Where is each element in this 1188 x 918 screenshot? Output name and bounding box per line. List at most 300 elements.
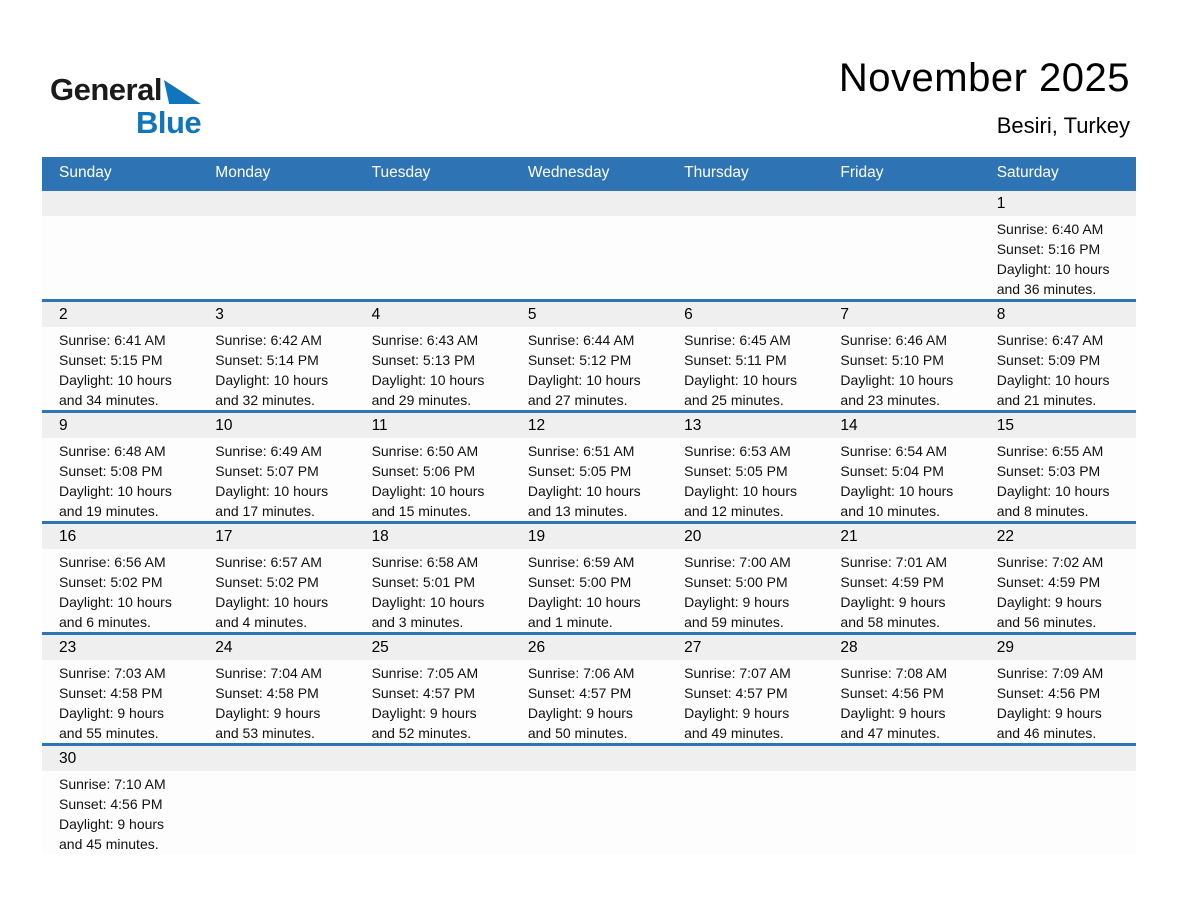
day-cell <box>511 413 667 521</box>
daylight-minutes-text: and 29 minutes. <box>371 392 472 408</box>
daylight-minutes-text: and 3 minutes. <box>371 614 464 630</box>
day-number: 22 <box>996 527 1014 545</box>
day-number: 6 <box>684 305 693 323</box>
day-number-band <box>823 635 979 660</box>
day-details <box>355 327 511 410</box>
day-cell <box>823 524 979 632</box>
daylight-minutes-text: and 23 minutes. <box>840 392 941 408</box>
day-number: 28 <box>840 638 858 656</box>
day-number: 25 <box>371 638 389 656</box>
day-number: 10 <box>215 416 233 434</box>
sunset-text: Sunset: 4:59 PM <box>996 574 1101 590</box>
daylight-hours-text: Daylight: 9 hours <box>371 705 477 721</box>
sunrise-text: Sunrise: 7:00 AM <box>684 554 791 570</box>
sunrise-text: Sunrise: 6:56 AM <box>59 554 166 570</box>
sunset-text: Sunset: 5:08 PM <box>59 463 163 479</box>
day-number-band <box>42 302 198 327</box>
day-cell <box>42 302 198 410</box>
sunrise-text: Sunrise: 6:43 AM <box>371 332 479 348</box>
daylight-minutes-text: and 53 minutes. <box>215 725 315 741</box>
logo-top-row <box>50 74 201 105</box>
calendar-table <box>42 157 1136 854</box>
day-number-band <box>355 302 511 327</box>
daylight-hours-text: Daylight: 10 hours <box>59 594 172 610</box>
day-cell <box>980 746 1136 854</box>
day-cell <box>42 191 198 299</box>
day-cell <box>198 191 354 299</box>
day-cell <box>980 635 1136 743</box>
day-details <box>198 771 354 774</box>
sunset-text: Sunset: 5:14 PM <box>215 352 319 368</box>
sunset-text: Sunset: 5:05 PM <box>684 463 788 479</box>
day-details <box>667 660 823 743</box>
day-details <box>667 549 823 632</box>
day-cell <box>980 302 1136 410</box>
logo-text-general: General <box>50 72 162 107</box>
day-cell <box>198 302 354 410</box>
day-details <box>42 660 198 743</box>
sunset-text: Sunset: 5:10 PM <box>840 352 944 368</box>
day-number: 16 <box>59 527 77 545</box>
day-cell <box>823 191 979 299</box>
day-number-band <box>42 413 198 438</box>
day-details <box>980 327 1136 410</box>
daylight-hours-text: Daylight: 9 hours <box>684 594 790 610</box>
daylight-hours-text: Daylight: 10 hours <box>840 483 954 499</box>
day-details <box>667 216 823 219</box>
day-details <box>355 771 511 774</box>
sunset-text: Sunset: 4:57 PM <box>371 685 476 701</box>
day-details <box>355 660 511 743</box>
day-number: 20 <box>684 527 702 545</box>
sunrise-text: Sunrise: 6:46 AM <box>840 332 948 348</box>
day-details <box>823 327 979 410</box>
sunset-text: Sunset: 4:57 PM <box>684 685 788 701</box>
day-cell <box>667 746 823 854</box>
daylight-minutes-text: and 15 minutes. <box>371 503 472 519</box>
day-number-band <box>355 191 511 216</box>
day-number: 27 <box>684 638 702 656</box>
day-number-band <box>667 635 823 660</box>
day-cell <box>667 191 823 299</box>
day-cell <box>511 635 667 743</box>
day-cell <box>198 635 354 743</box>
sunrise-text: Sunrise: 7:01 AM <box>840 554 948 570</box>
day-number: 26 <box>527 638 546 656</box>
day-number: 17 <box>215 527 233 545</box>
day-number: 9 <box>59 416 68 434</box>
sunrise-text: Sunrise: 6:51 AM <box>527 443 635 459</box>
daylight-hours-text: Daylight: 10 hours <box>371 372 485 388</box>
day-details <box>823 549 979 632</box>
sunset-text: Sunset: 5:13 PM <box>371 352 476 368</box>
day-number-band <box>667 302 823 327</box>
day-number: 24 <box>215 638 233 656</box>
sunset-text: Sunset: 5:07 PM <box>215 463 319 479</box>
day-number-band <box>198 413 354 438</box>
week-row <box>42 410 1136 521</box>
day-details <box>667 771 823 774</box>
day-cell <box>355 635 511 743</box>
daylight-minutes-text: and 4 minutes. <box>215 614 308 630</box>
daylight-minutes-text: and 1 minute. <box>527 614 613 630</box>
sunset-text: Sunset: 5:00 PM <box>527 574 632 590</box>
daylight-hours-text: Daylight: 10 hours <box>527 594 641 610</box>
sunrise-text: Sunrise: 6:41 AM <box>59 332 166 348</box>
daylight-hours-text: Daylight: 10 hours <box>684 483 797 499</box>
day-cell <box>980 191 1136 299</box>
day-number: 12 <box>527 416 546 434</box>
day-number: 23 <box>59 638 77 656</box>
day-number: 2 <box>59 305 68 323</box>
day-number-band <box>667 413 823 438</box>
day-number-band <box>511 746 667 771</box>
day-cell <box>355 302 511 410</box>
day-number-band <box>511 191 667 216</box>
day-details <box>198 327 354 410</box>
sunrise-text: Sunrise: 7:03 AM <box>59 665 166 681</box>
day-cell <box>511 746 667 854</box>
daylight-minutes-text: and 47 minutes. <box>840 725 941 741</box>
day-number: 13 <box>684 416 702 434</box>
week-row <box>42 743 1136 854</box>
sunrise-text: Sunrise: 6:47 AM <box>996 332 1104 348</box>
daylight-minutes-text: and 12 minutes. <box>684 503 784 519</box>
month-title: November 2025 <box>838 56 1130 100</box>
day-details <box>355 549 511 632</box>
day-details <box>980 549 1136 632</box>
day-number-band <box>355 413 511 438</box>
location-subtitle: Besiri, Turkey <box>996 113 1130 138</box>
day-number-band <box>198 191 354 216</box>
weekday-header-monday: Monday <box>215 163 271 181</box>
day-details <box>667 327 823 410</box>
day-cell <box>667 524 823 632</box>
daylight-hours-text: Daylight: 9 hours <box>996 594 1102 610</box>
day-details <box>355 216 511 219</box>
day-number-band <box>198 302 354 327</box>
daylight-hours-text: Daylight: 10 hours <box>59 372 172 388</box>
week-row <box>42 632 1136 743</box>
daylight-minutes-text: and 17 minutes. <box>215 503 315 519</box>
day-cell <box>42 635 198 743</box>
day-details <box>823 660 979 743</box>
day-details <box>511 549 667 632</box>
sunset-text: Sunset: 4:57 PM <box>527 685 632 701</box>
daylight-minutes-text: and 6 minutes. <box>59 614 151 630</box>
daylight-hours-text: Daylight: 10 hours <box>59 483 172 499</box>
daylight-hours-text: Daylight: 9 hours <box>527 705 633 721</box>
daylight-hours-text: Daylight: 10 hours <box>996 372 1110 388</box>
sunrise-text: Sunrise: 7:06 AM <box>527 665 635 681</box>
day-details <box>42 771 198 854</box>
sunrise-text: Sunrise: 6:44 AM <box>527 332 635 348</box>
daylight-minutes-text: and 8 minutes. <box>996 503 1089 519</box>
sunrise-text: Sunrise: 7:09 AM <box>996 665 1104 681</box>
day-details <box>511 438 667 521</box>
day-details <box>980 660 1136 743</box>
daylight-minutes-text: and 25 minutes. <box>684 392 784 408</box>
day-number-band <box>355 635 511 660</box>
day-details <box>511 327 667 410</box>
logo-text-blue: Blue <box>136 105 202 140</box>
sunset-text: Sunset: 5:02 PM <box>215 574 319 590</box>
sunrise-text: Sunrise: 7:08 AM <box>840 665 948 681</box>
sunset-text: Sunset: 5:16 PM <box>996 241 1101 257</box>
day-cell <box>823 635 979 743</box>
day-cell <box>823 413 979 521</box>
daylight-minutes-text: and 32 minutes. <box>215 392 315 408</box>
day-number-band <box>355 746 511 771</box>
weeks-grid <box>42 188 1136 854</box>
daylight-minutes-text: and 10 minutes. <box>840 503 941 519</box>
day-number: 5 <box>527 305 537 323</box>
day-number-band <box>42 524 198 549</box>
day-number: 19 <box>527 527 546 545</box>
day-number: 7 <box>840 305 850 323</box>
sunset-text: Sunset: 5:02 PM <box>59 574 163 590</box>
day-details <box>198 216 354 219</box>
daylight-hours-text: Daylight: 9 hours <box>59 816 165 832</box>
day-details <box>511 216 667 219</box>
daylight-hours-text: Daylight: 10 hours <box>527 372 641 388</box>
week-row <box>42 299 1136 410</box>
day-cell <box>42 413 198 521</box>
daylight-hours-text: Daylight: 10 hours <box>996 483 1110 499</box>
day-cell <box>355 524 511 632</box>
day-number-band <box>42 191 198 216</box>
day-number-band <box>823 746 979 771</box>
day-cell <box>511 191 667 299</box>
daylight-minutes-text: and 50 minutes. <box>527 725 628 741</box>
day-cell <box>980 524 1136 632</box>
day-number: 21 <box>840 527 858 545</box>
day-details <box>980 771 1136 774</box>
day-cell <box>667 413 823 521</box>
daylight-minutes-text: and 36 minutes. <box>996 281 1097 297</box>
day-number-band <box>198 524 354 549</box>
sunrise-text: Sunrise: 6:57 AM <box>215 554 322 570</box>
day-number-band <box>980 524 1136 549</box>
sunset-text: Sunset: 5:09 PM <box>996 352 1101 368</box>
day-number-band <box>511 413 667 438</box>
daylight-hours-text: Daylight: 10 hours <box>684 372 797 388</box>
sunset-text: Sunset: 4:59 PM <box>840 574 944 590</box>
day-details <box>355 438 511 521</box>
day-details <box>511 660 667 743</box>
day-number: 29 <box>996 638 1014 656</box>
day-number-band <box>42 635 198 660</box>
day-number-band <box>355 524 511 549</box>
day-number-band <box>667 746 823 771</box>
logo-triangle-icon <box>164 80 201 104</box>
daylight-hours-text: Daylight: 10 hours <box>371 594 485 610</box>
sunrise-text: Sunrise: 6:45 AM <box>684 332 791 348</box>
day-cell <box>198 524 354 632</box>
sunset-text: Sunset: 5:04 PM <box>840 463 944 479</box>
sunset-text: Sunset: 5:15 PM <box>59 352 163 368</box>
daylight-minutes-text: and 19 minutes. <box>59 503 159 519</box>
daylight-minutes-text: and 58 minutes. <box>840 614 941 630</box>
daylight-minutes-text: and 56 minutes. <box>996 614 1097 630</box>
day-number-band <box>511 302 667 327</box>
sunrise-text: Sunrise: 6:55 AM <box>996 443 1104 459</box>
sunrise-text: Sunrise: 6:59 AM <box>527 554 635 570</box>
sunrise-text: Sunrise: 6:49 AM <box>215 443 322 459</box>
day-details <box>667 438 823 521</box>
weekday-header-saturday: Saturday <box>996 163 1059 181</box>
sunset-text: Sunset: 5:12 PM <box>527 352 632 368</box>
sunset-text: Sunset: 4:58 PM <box>215 685 319 701</box>
daylight-minutes-text: and 34 minutes. <box>59 392 159 408</box>
sunset-text: Sunset: 4:56 PM <box>59 796 163 812</box>
day-number-band <box>980 746 1136 771</box>
day-cell <box>355 413 511 521</box>
day-details <box>42 216 198 219</box>
day-details <box>42 549 198 632</box>
day-number-band <box>823 413 979 438</box>
day-number-band <box>511 524 667 549</box>
day-cell <box>355 746 511 854</box>
day-cell <box>42 746 198 854</box>
daylight-hours-text: Daylight: 9 hours <box>684 705 790 721</box>
daylight-minutes-text: and 27 minutes. <box>527 392 628 408</box>
weekday-header-sunday: Sunday <box>59 163 112 181</box>
day-details <box>823 771 979 774</box>
sunset-text: Sunset: 5:11 PM <box>684 352 787 368</box>
day-number-band <box>42 746 198 771</box>
weekday-header-thursday: Thursday <box>684 163 749 181</box>
title-block <box>839 56 1130 139</box>
day-number-band <box>511 635 667 660</box>
daylight-hours-text: Daylight: 10 hours <box>996 261 1110 277</box>
sunrise-text: Sunrise: 6:53 AM <box>684 443 791 459</box>
daylight-hours-text: Daylight: 10 hours <box>215 372 329 388</box>
day-number-band <box>198 635 354 660</box>
sunset-text: Sunset: 4:58 PM <box>59 685 163 701</box>
sunset-text: Sunset: 5:01 PM <box>371 574 476 590</box>
day-details <box>198 660 354 743</box>
sunrise-text: Sunrise: 7:05 AM <box>371 665 479 681</box>
sunrise-text: Sunrise: 6:48 AM <box>59 443 166 459</box>
daylight-hours-text: Daylight: 10 hours <box>215 594 329 610</box>
day-details <box>198 438 354 521</box>
weekday-header-row <box>42 157 1136 188</box>
daylight-hours-text: Daylight: 9 hours <box>996 705 1102 721</box>
daylight-minutes-text: and 21 minutes. <box>996 392 1097 408</box>
day-cell <box>823 302 979 410</box>
sunrise-text: Sunrise: 7:02 AM <box>996 554 1104 570</box>
day-number: 14 <box>840 416 858 434</box>
sunset-text: Sunset: 5:06 PM <box>371 463 476 479</box>
day-number: 18 <box>371 527 389 545</box>
day-number-band <box>667 524 823 549</box>
daylight-minutes-text: and 13 minutes. <box>527 503 628 519</box>
day-details <box>823 216 979 219</box>
day-number: 8 <box>996 305 1006 323</box>
daylight-hours-text: Daylight: 10 hours <box>840 372 954 388</box>
sunrise-text: Sunrise: 6:58 AM <box>371 554 479 570</box>
daylight-hours-text: Daylight: 10 hours <box>371 483 485 499</box>
day-number-band <box>823 524 979 549</box>
day-number: 1 <box>996 194 1006 212</box>
day-cell <box>511 302 667 410</box>
day-cell <box>511 524 667 632</box>
daylight-minutes-text: and 59 minutes. <box>684 614 784 630</box>
sunrise-text: Sunrise: 7:07 AM <box>684 665 791 681</box>
daylight-hours-text: Daylight: 9 hours <box>840 594 946 610</box>
day-cell <box>42 524 198 632</box>
day-details <box>198 549 354 632</box>
day-number-band <box>980 191 1136 216</box>
day-number-band <box>980 302 1136 327</box>
sunset-text: Sunset: 5:03 PM <box>996 463 1101 479</box>
weekday-header-friday: Friday <box>840 163 884 181</box>
daylight-hours-text: Daylight: 10 hours <box>527 483 641 499</box>
day-details <box>511 771 667 774</box>
day-number-band <box>980 635 1136 660</box>
week-row <box>42 188 1136 299</box>
daylight-hours-text: Daylight: 9 hours <box>215 705 321 721</box>
weekday-header-wednesday: Wednesday <box>527 163 610 181</box>
day-number-band <box>198 746 354 771</box>
day-number-band <box>980 413 1136 438</box>
sunset-text: Sunset: 4:56 PM <box>996 685 1101 701</box>
day-number-band <box>667 191 823 216</box>
day-details <box>42 438 198 521</box>
day-number: 3 <box>215 305 224 323</box>
day-number: 11 <box>371 416 388 434</box>
day-cell <box>355 191 511 299</box>
day-details <box>42 327 198 410</box>
sunset-text: Sunset: 5:00 PM <box>684 574 788 590</box>
daylight-minutes-text: and 55 minutes. <box>59 725 159 741</box>
sunrise-text: Sunrise: 7:04 AM <box>215 665 322 681</box>
week-row <box>42 521 1136 632</box>
sunset-text: Sunset: 4:56 PM <box>840 685 944 701</box>
sunset-text: Sunset: 5:05 PM <box>527 463 632 479</box>
day-cell <box>667 635 823 743</box>
day-cell <box>980 413 1136 521</box>
general-blue-logo <box>50 74 201 138</box>
day-number: 15 <box>996 416 1014 434</box>
daylight-minutes-text: and 52 minutes. <box>371 725 472 741</box>
day-details <box>980 438 1136 521</box>
day-number: 30 <box>59 749 77 767</box>
day-cell <box>198 746 354 854</box>
day-details <box>980 216 1136 299</box>
day-details <box>823 438 979 521</box>
sunrise-text: Sunrise: 6:40 AM <box>996 221 1104 237</box>
day-cell <box>198 413 354 521</box>
day-number-band <box>823 191 979 216</box>
sunrise-text: Sunrise: 6:54 AM <box>840 443 948 459</box>
day-number: 4 <box>371 305 381 323</box>
daylight-minutes-text: and 45 minutes. <box>59 836 159 852</box>
sunrise-text: Sunrise: 7:10 AM <box>59 776 166 792</box>
day-cell <box>823 746 979 854</box>
daylight-hours-text: Daylight: 9 hours <box>840 705 946 721</box>
daylight-hours-text: Daylight: 10 hours <box>215 483 329 499</box>
daylight-hours-text: Daylight: 9 hours <box>59 705 165 721</box>
daylight-minutes-text: and 49 minutes. <box>684 725 784 741</box>
day-number-band <box>823 302 979 327</box>
sunrise-text: Sunrise: 6:42 AM <box>215 332 322 348</box>
weekday-header-tuesday: Tuesday <box>371 163 431 181</box>
day-cell <box>667 302 823 410</box>
daylight-minutes-text: and 46 minutes. <box>996 725 1097 741</box>
sunrise-text: Sunrise: 6:50 AM <box>371 443 479 459</box>
